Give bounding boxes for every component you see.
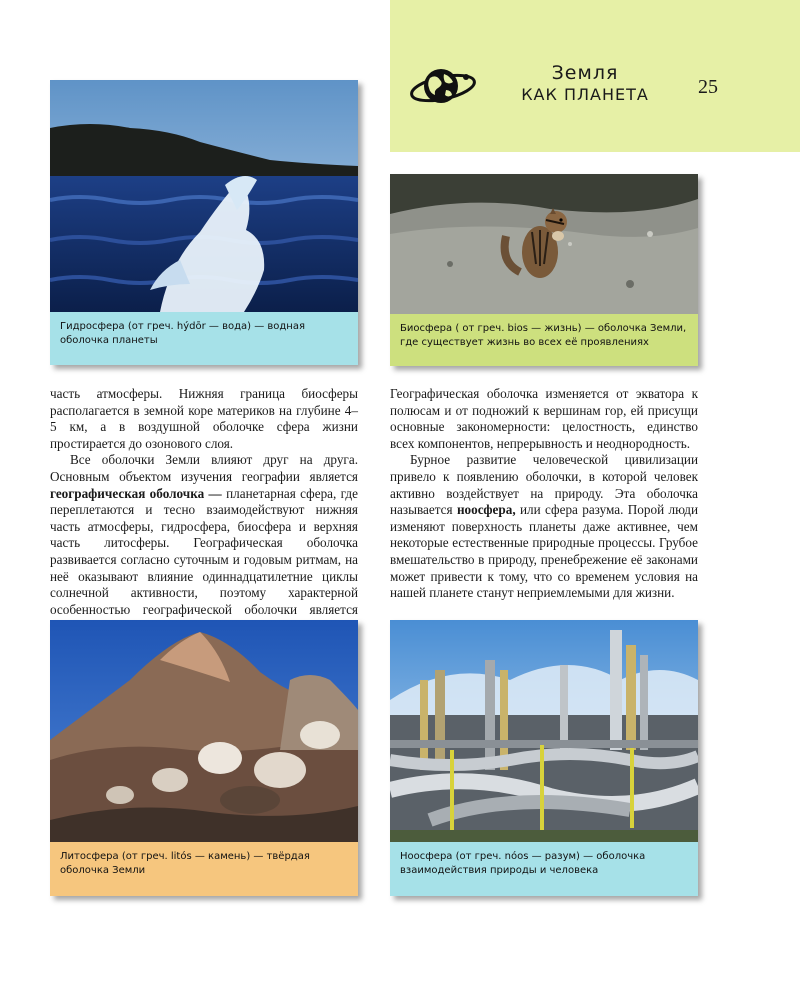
left-paragraph-2-end: планетарная сфера, где переплетаются и тесно взаимодействуют нижняя часть атмосферы, гидросфера, биосфера и верхняя часть литосферы. Географическая оболочка развивается согласно суточным и годовым ритмам, на неё оказывают влияние одиннадцатилетние циклы солнечной активности, поэтому характерной особенностью географической оболочки является: [50, 485, 358, 617]
chapter-title-line1: Земля: [551, 62, 619, 84]
right-paragraph-2-end: или сфера разума. Порой люди изменяют поверхность планеты даже активнее, чем некоторые естественные природные процессы. Грубое вмешательство в природу, пренебрежение её законами может привести к тому, что со временем условия на нашей планете станут неприемлемыми для жизни.: [390, 502, 699, 601]
hydrosphere-caption: Гидросфера (от греч. hýdōr — вода) — водная оболочка планеты: [60, 321, 305, 346]
noosphere-figure: [390, 620, 698, 896]
lithosphere-figure: [50, 620, 358, 896]
biosphere-figure: [390, 174, 698, 366]
term-geographic-envelope: географическая оболочка —: [50, 485, 222, 501]
biosphere-photo: [390, 174, 698, 314]
left-text-column: [50, 386, 358, 635]
chapter-title-line2: КАК ПЛАНЕТА: [521, 85, 649, 104]
page-number: 25: [698, 76, 718, 98]
lithosphere-photo: [50, 620, 358, 842]
noosphere-caption: Ноосфера (от греч. nóos — разум) — оболочка взаимодействия природы и человека: [400, 851, 646, 876]
hydrosphere-figure: [50, 80, 358, 365]
right-text-column: [390, 386, 698, 602]
noosphere-photo: [390, 620, 698, 842]
left-paragraph-1: часть атмосферы. Нижняя граница биосферы располагается в земной коре материков на глубине 4–5 км, а в воздушной оболочке сфера жизни простирается до озонового слоя.: [50, 386, 358, 451]
right-paragraph-2: [390, 452, 698, 601]
right-paragraph-1: Географическая оболочка изменяется от экватора к полюсам и от подножий к вершинам гор, ей присущи основные закономерности: целостность, единство всех компонентов, непрерывность и неоднородность.: [390, 386, 698, 451]
left-paragraph-2-start: Все оболочки Земли влияют друг на друга. Основным объектом изучения географии является: [50, 452, 358, 484]
right-paragraph-2-start: Бурное развитие человеческой цивилизации привело к появлению оболочки, в которой человек активно воздействует на природу. Эта оболочка называется: [390, 452, 698, 518]
globe-orbit-icon: [408, 64, 478, 108]
hydrosphere-photo: [50, 80, 358, 312]
chapter-title: [510, 62, 660, 106]
biosphere-caption: Биосфера ( от греч. bios — жизнь) — оболочка Земли, где существует жизнь во всех её проявлениях: [400, 323, 687, 348]
left-paragraph-2: [50, 452, 358, 635]
term-noosphere: ноосфера,: [456, 502, 516, 518]
lithosphere-caption: Литосфера (от греч. litós — камень) — твёрдая оболочка Земли: [60, 851, 310, 876]
